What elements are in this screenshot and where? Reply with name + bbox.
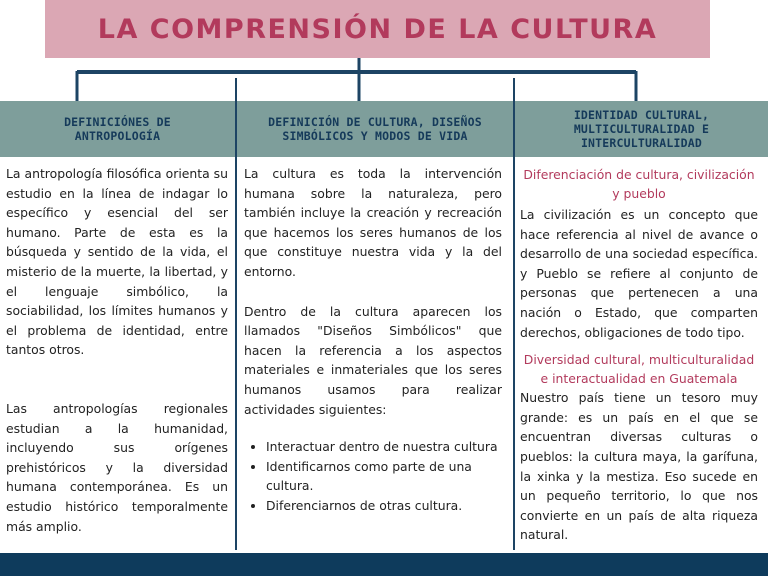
bottom-bar — [0, 553, 768, 576]
section-subtitle: Diversidad cultural, multiculturalidad e interactualidad en Guatemala — [523, 352, 755, 387]
bullet-list — [244, 437, 502, 515]
paragraph: Nuestro país tiene un tesoro muy grande: es un país en el que se encuentran diversas culturas o pueblos: la cultura maya, la garífuna, la xinka y la mestiza. Eso sucede en un pequeño territorio, lo que nos convierte en un país de alta riqueza natural. — [520, 390, 758, 543]
section-subtitle: Diferenciación de cultura, civilización y pueblo — [523, 167, 755, 201]
list-item: • Interactuar dentro de nuestra cultura — [266, 437, 502, 457]
column-antropologia — [6, 164, 228, 536]
col-header-line: ANTROPOLOGÍA — [74, 129, 161, 143]
col-header-antropologia — [0, 101, 235, 157]
col-header-line: DEFINICIÓNES DE — [64, 115, 171, 129]
col-header-line: IDENTIDAD CULTURAL, — [573, 108, 710, 122]
paragraph: Las antropologías regionales estudian a la humanidad, incluyendo sus orígenes prehistóricos y la diversidad humana contemporánea. Es un estudio histórico temporalmente más amplio. — [6, 400, 228, 534]
col-header-line: DEFINICIÓN DE CULTURA, DISEÑOS — [268, 115, 482, 129]
paragraph: Dentro de la cultura aparecen los llamados "Diseños Simbólicos" que hacen la referencia a los aspectos materiales e inmateriales que los seres humanos usamos para realizar actividades siguientes: — [244, 303, 502, 417]
list-item: • Identificarnos como parte de una cultura. — [266, 457, 502, 496]
paragraph: La civilización es un concepto que hace referencia al nivel de avance o desarrollo de una sociedad específica. y Pueblo se refiere al conjunto de personas que pertenecen a una nación o Estado, que comparten derechos, obligaciones de todo tipo. — [520, 207, 758, 340]
column-divider — [513, 78, 515, 550]
column-cultura — [244, 164, 502, 516]
bracket-connector — [0, 0, 768, 110]
paragraph: La antropología filosófica orienta su estudio en la línea de indagar lo específico y esencial del ser humano. Parte de esta es la búsqueda y sentido de la vida, el misterio de la muerte, la libertad, y el lenguaje simbólico, la sociabilidad, los límites humanos y el problema de identidad, entre tantos otros. — [6, 166, 228, 358]
col-header-line: MULTICULTURALIDAD E — [573, 122, 710, 136]
paragraph: La cultura es toda la intervención humana sobre la naturaleza, pero también incluye la creación y recreación que hacemos los seres humanos de los que constituye nuestra vida y la del entorno. — [244, 166, 502, 279]
list-item: • Diferenciarnos de otras cultura. — [266, 496, 502, 516]
col-header-line: INTERCULTURALIDAD — [580, 136, 703, 150]
column-identidad — [520, 165, 758, 545]
column-divider — [235, 78, 237, 550]
col-header-identidad — [515, 101, 768, 157]
col-header-line: SIMBÓLICOS Y MODOS DE VIDA — [282, 129, 468, 143]
col-header-cultura — [237, 101, 513, 157]
page-title: LA COMPRENSIÓN DE LA CULTURA — [97, 13, 658, 45]
